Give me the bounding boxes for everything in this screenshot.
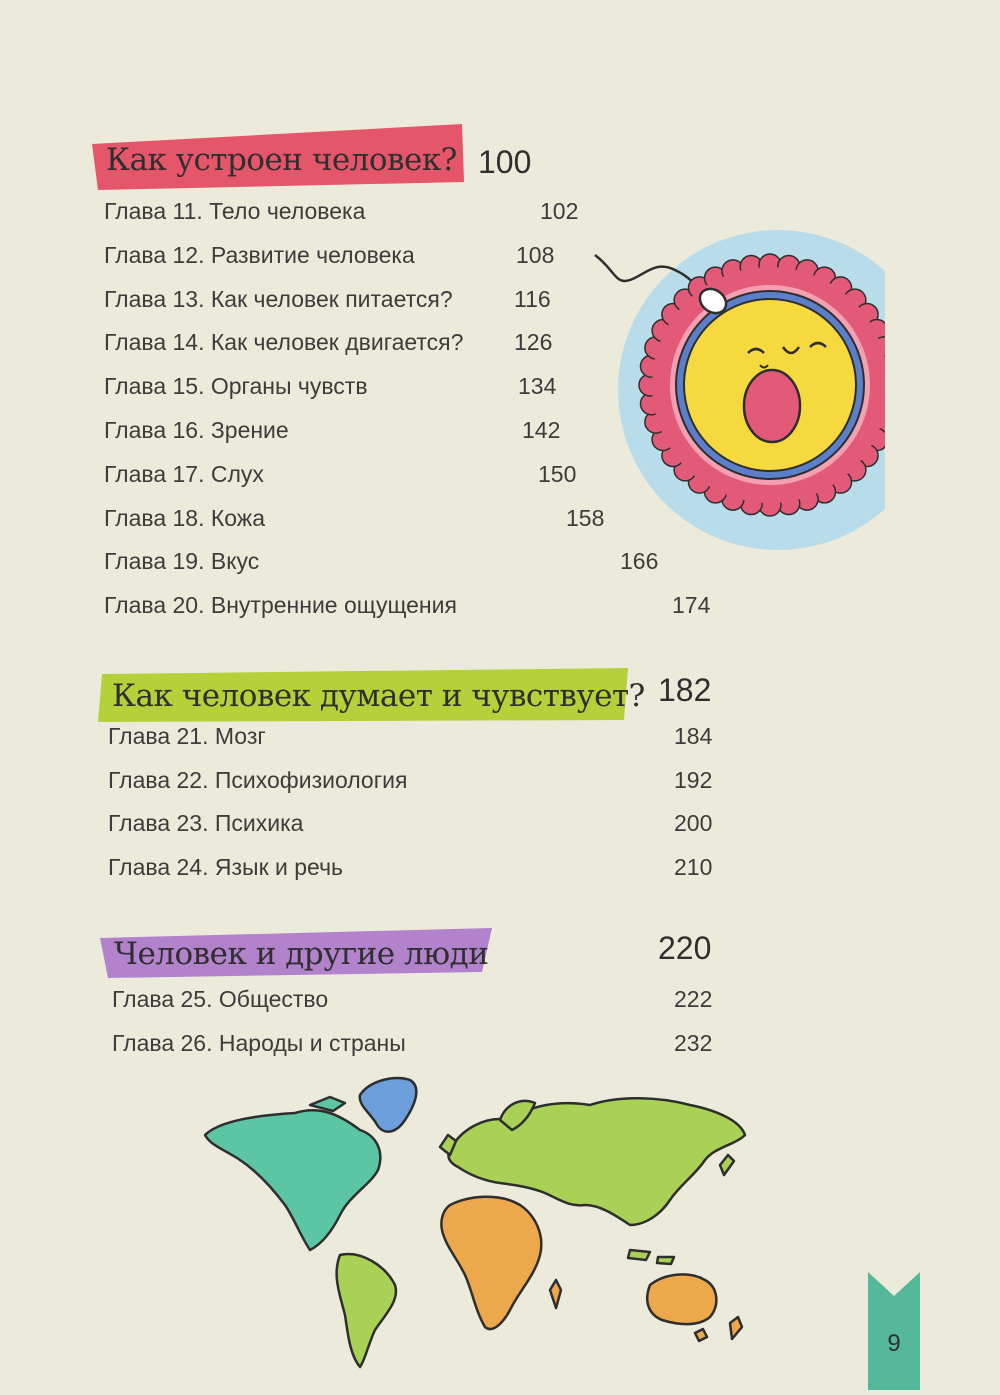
chapter-title: Глава 16. Зрение <box>104 417 289 443</box>
chapter-title: Глава 13. Как человек питается? <box>104 285 453 312</box>
chapter-page-number: 200 <box>674 810 713 837</box>
chapter-page-number: 232 <box>674 1029 713 1056</box>
chapter-title: Глава 17. Слух <box>104 460 264 487</box>
chapter-title: Глава 26. Народы и страны <box>112 1029 406 1056</box>
chapter-title: Глава 24. Язык и речь <box>108 853 344 880</box>
chapter-title: Глава 20. Внутренние ощущения <box>104 592 457 619</box>
chapter-title: Глава 12. Развитие человека <box>104 241 415 268</box>
section-page-number: 220 <box>658 930 712 966</box>
chapter-title: Глава 22. Психофизиология <box>108 766 408 793</box>
chapter-page-number: 184 <box>674 723 713 749</box>
chapter-title: Глава 15. Органы чувств <box>104 373 368 400</box>
chapter-page-number: 158 <box>566 504 605 531</box>
section-title: Человек и другие люди <box>114 936 489 972</box>
chapter-page-number: 210 <box>674 853 713 880</box>
section-banner-2[interactable] <box>98 668 645 724</box>
chapter-page-number: 116 <box>514 285 551 312</box>
page-bookmark <box>868 1272 920 1390</box>
chapter-page-number: 174 <box>672 592 711 619</box>
chapter-title: Глава 18. Кожа <box>104 504 265 531</box>
world-map-illustration <box>200 1075 760 1370</box>
chapter-title: Глава 25. Общество <box>112 986 329 1012</box>
section-title: Как человек думает и чувствует? <box>112 678 645 714</box>
chapter-page-number: 142 <box>522 417 561 443</box>
chapter-title: Глава 11. Тело человека <box>104 198 366 224</box>
section-page-number: 182 <box>658 672 712 708</box>
section-title: Как устроен человек? <box>106 142 457 178</box>
chapter-page-number: 126 <box>514 329 553 356</box>
chapter-page-number: 134 <box>518 373 557 400</box>
section-page-number: 100 <box>478 144 532 180</box>
chapter-title: Глава 19. Вкус <box>104 548 260 575</box>
section-banner-3[interactable] <box>100 928 492 984</box>
chapter-page-number: 102 <box>540 198 579 224</box>
egg-cell-illustration <box>585 215 885 605</box>
chapter-page-number: 222 <box>674 986 713 1012</box>
chapter-page-number: 166 <box>620 548 659 575</box>
chapter-title: Глава 23. Психика <box>108 810 304 837</box>
section-banner-1[interactable] <box>92 124 464 180</box>
page-number: 9 <box>887 1330 901 1357</box>
chapter-page-number: 192 <box>674 766 713 793</box>
chapter-title: Глава 14. Как человек двигается? <box>104 329 464 356</box>
chapter-page-number: 108 <box>516 241 555 268</box>
chapter-page-number: 150 <box>538 460 577 487</box>
chapter-title: Глава 21. Мозг <box>108 723 266 749</box>
